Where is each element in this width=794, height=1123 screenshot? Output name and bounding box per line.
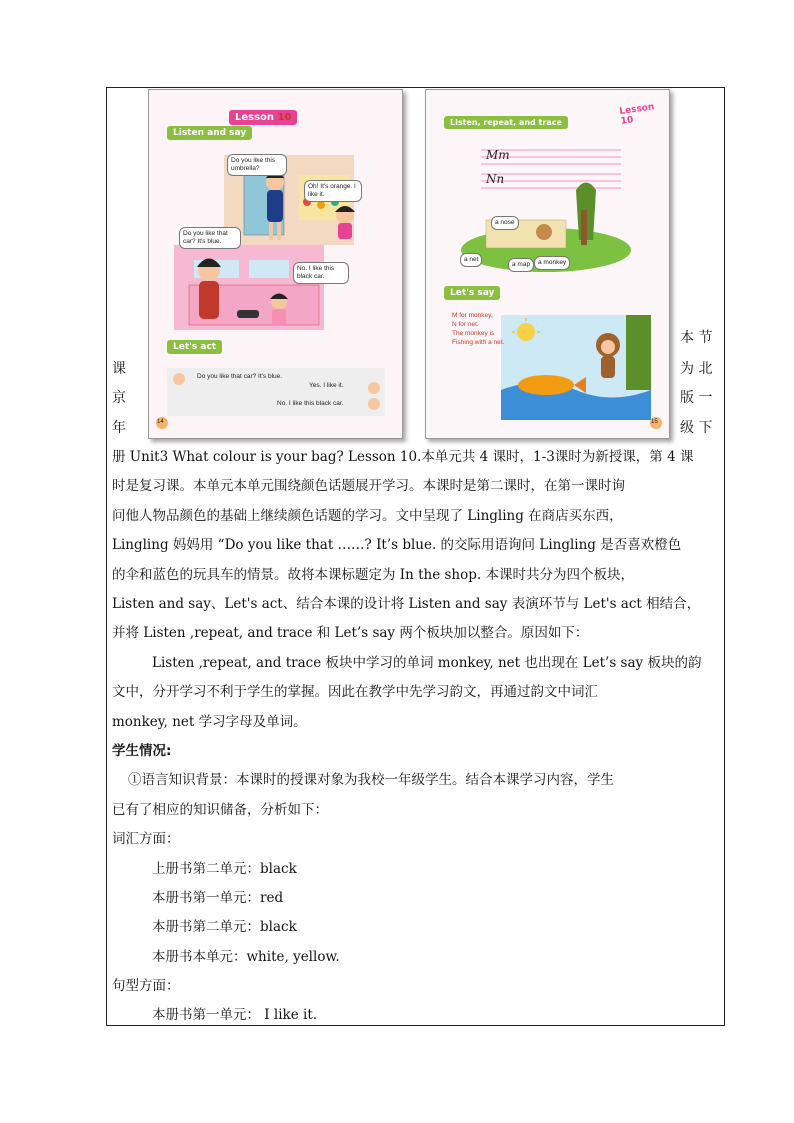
body-line-7: 并将 Listen ,repeat, and trace 和 Let’s say 两个板块加以整合。原因如下：: [112, 625, 589, 641]
label-net: a net: [460, 253, 482, 267]
rhyme-line-4: Fishing with a net.: [452, 339, 505, 346]
section-heading-students: 学生情况:: [112, 743, 172, 759]
lesson-title: Lesson 10: [229, 110, 297, 125]
vocab-heading: 词汇方面：: [112, 831, 180, 847]
textbook-page-right: [425, 89, 670, 439]
label-nose: a nose: [491, 216, 519, 230]
act-line-1: Do you like that car? It's blue.: [197, 373, 283, 380]
sentence-heading: 句型方面：: [112, 978, 180, 994]
page-number-left: 14: [157, 419, 164, 425]
label-monkey: a monkey: [534, 256, 570, 270]
body-line-3: 问他人物品颜色的基础上继续颜色话题的学习。文中呈现了 Lingling 在商店买东西，: [112, 508, 623, 524]
speech-bubble-3: Do you like that car? It's blue.: [179, 227, 241, 249]
left-page-illustration: [149, 90, 402, 438]
wrap-right-1: 本 节: [680, 330, 713, 346]
body-line-6: Listen and say、Let's act、结合本课的设计将 Listen and say 表演环节与 Let's act 相结合，: [112, 596, 701, 612]
body-line-11: ①语言知识背景：本课时的授课对象为我校一年级学生。结合本课学习内容，学生: [128, 772, 614, 788]
body-line-2: 时是复习课。本单元本单元围绕颜色话题展开学习。本课时是第二课时，在第一课时询: [112, 478, 625, 494]
wrap-left-1: 课: [112, 361, 126, 377]
vocab-item-4: 本册书本单元：white, yellow.: [152, 949, 340, 965]
wrap-left-2: 京: [112, 390, 126, 406]
act-line-2: Yes. I like it.: [309, 382, 344, 389]
wrap-right-3: 版 一: [680, 390, 713, 406]
body-line-4: Lingling 妈妈用 “Do you like that ……? It’s blue. 的交际用语询问 Lingling 是否喜欢橙色: [112, 537, 682, 553]
speech-bubble-1: Do you like this umbrella?: [227, 154, 287, 176]
letter-nn: Nn: [486, 172, 505, 186]
sentence-item-1: 本册书第一单元： I like it.: [152, 1007, 318, 1023]
section-listen-repeat-trace: Listen, repeat, and trace: [444, 116, 568, 129]
vocab-item-1: 上册书第二单元：black: [152, 861, 297, 877]
rhyme-line-3: The monkey is: [452, 330, 495, 337]
section-listen-and-say: Listen and say: [167, 126, 252, 140]
wrap-left-3: 年: [112, 420, 126, 436]
wrap-right-4: 级 下: [680, 420, 713, 436]
body-line-12: 已有了相应的知识储备，分析如下：: [112, 802, 328, 818]
section-lets-act: Let's act: [167, 340, 222, 354]
rhyme-line-2: N for net.: [452, 321, 479, 328]
body-line-9: 文中，分开学习不利于学生的掌握。因此在教学中先学习韵文，再通过韵文中词汇: [112, 684, 598, 700]
wrap-right-2: 为 北: [680, 361, 713, 377]
body-line-1: 册 Unit3 What colour is your bag? Lesson 10.本单元共 4 课时，1-3课时为新授课，第 4 课: [112, 449, 694, 465]
act-line-3: No. I like this black car.: [277, 400, 344, 407]
vocab-item-2: 本册书第一单元：red: [152, 890, 284, 906]
letter-mm: Mm: [486, 148, 510, 162]
rhyme-line-1: M for monkey,: [452, 312, 493, 319]
section-lets-say: Let's say: [444, 286, 500, 300]
vocab-item-3: 本册书第二单元：black: [152, 919, 297, 935]
speech-bubble-2: Oh! It's orange. I like it.: [304, 180, 362, 202]
body-line-5: 的伞和蓝色的玩具车的情景。故将本课标题定为 In the shop. 本课时共分为四个板块，: [112, 567, 634, 583]
label-map: a map: [508, 258, 534, 272]
body-line-8: Listen ,repeat, and trace 板块中学习的单词 monkey, net 也出现在 Let’s say 板块的韵: [152, 655, 702, 671]
lesson-label: Lesson 10: [618, 102, 656, 127]
page-number-right: 15: [651, 419, 658, 425]
body-line-10: monkey, net 学习字母及单词。: [112, 714, 307, 730]
speech-bubble-4: No. I like this black car.: [293, 262, 349, 284]
textbook-page-left: [148, 89, 403, 439]
